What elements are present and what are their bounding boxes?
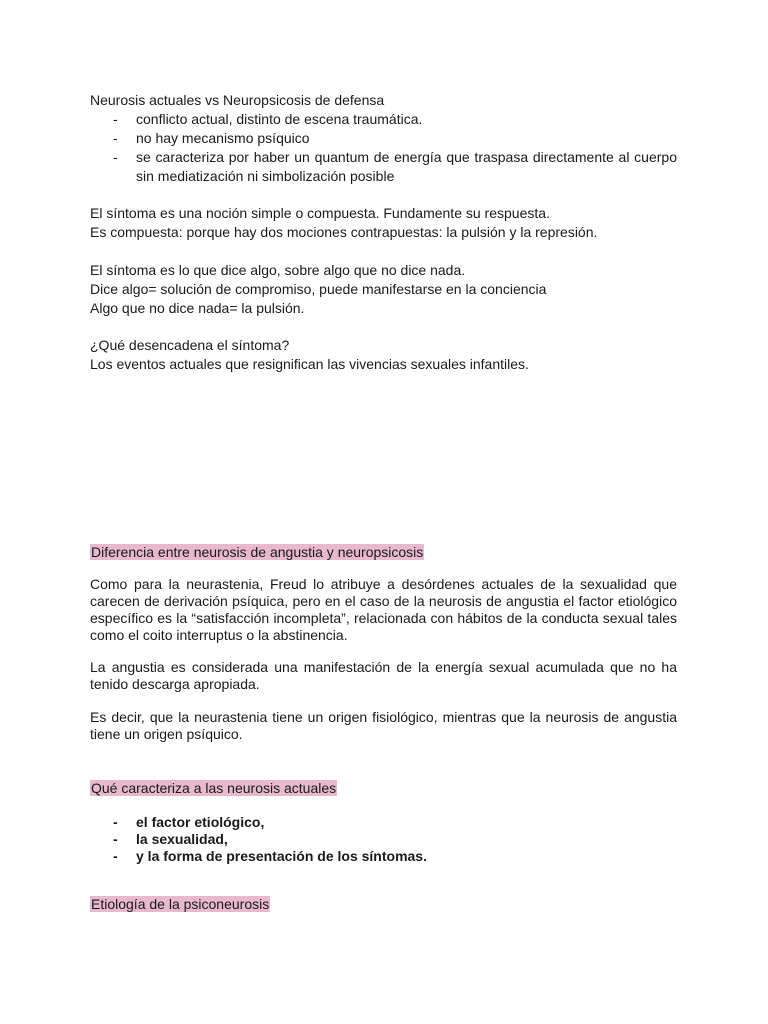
bullet-dash: - [113, 149, 118, 165]
section-caracteriza [90, 779, 677, 865]
list-item: - no hay mecanismo psíquico [113, 130, 310, 146]
paragraph: La angustia es considerada una manifestación de la energía sexual acumulada que no ha tenido descarga apropiada. [90, 659, 677, 692]
bold-bullet-list [90, 814, 677, 865]
list-item: - y la forma de presentación de los síntomas. [113, 848, 427, 864]
section-etiologia [90, 895, 677, 914]
paragraph: Como para la neurastenia, Freud lo atribuye a desórdenes actuales de la sexualidad que carecen de derivación psíquica, pero en el caso de la neurosis de angustia el factor etiológico específico es la “satisfacción incompleta”, relacionada con hábitos de la conducta sexual tales como el coito interruptus o la abstinencia. [90, 576, 677, 643]
text-line: El síntoma es una noción simple o compuesta. Fundamente su respuesta. [90, 205, 550, 221]
section-diferencia [90, 543, 677, 743]
section-sintoma-dice [90, 261, 677, 318]
paragraph: Es decir, que la neurastenia tiene un origen fisiológico, mientras que la neurosis de angustia tiene un origen psíquico. [90, 709, 677, 742]
bullet-list [90, 110, 677, 186]
list-item: - el factor etiológico, [113, 814, 265, 830]
section-neurosis-actuales [90, 91, 677, 186]
text-line: El síntoma es lo que dice algo, sobre algo que no dice nada. [90, 262, 466, 278]
bullet-dash: - [113, 848, 118, 864]
bullet-dash: - [113, 111, 118, 127]
section-desencadena [90, 336, 677, 374]
bullet-dash: - [113, 814, 118, 830]
text-line: Dice algo= solución de compromiso, puede manifestarse en la conciencia [90, 281, 547, 297]
bullet-dash: - [113, 831, 118, 847]
text-line: Es compuesta: porque hay dos mociones contrapuestas: la pulsión y la represión. [90, 224, 598, 240]
highlighted-heading: Etiología de la psiconeurosis [91, 896, 270, 912]
highlighted-heading: Qué caracteriza a las neurosis actuales [91, 780, 337, 796]
list-item: - la sexualidad, [113, 831, 228, 847]
text-line: Algo que no dice nada= la pulsión. [90, 300, 305, 316]
section-sintoma-nocion [90, 204, 677, 242]
list-item: - se caracteriza por haber un quantum de energía que traspasa directamente al cuerpo sin mediatización ni simbolización posible [113, 149, 677, 184]
highlighted-heading: Diferencia entre neurosis de angustia y neuropsicosis [91, 544, 424, 560]
answer-line: Los eventos actuales que resignifican las vivencias sexuales infantiles. [90, 356, 529, 372]
list-item: - conflicto actual, distinto de escena traumática. [113, 111, 423, 127]
bullet-dash: - [113, 130, 118, 146]
section-title: Neurosis actuales vs Neuropsicosis de defensa [90, 92, 385, 108]
question-line: ¿Qué desencadena el síntoma? [90, 337, 290, 353]
